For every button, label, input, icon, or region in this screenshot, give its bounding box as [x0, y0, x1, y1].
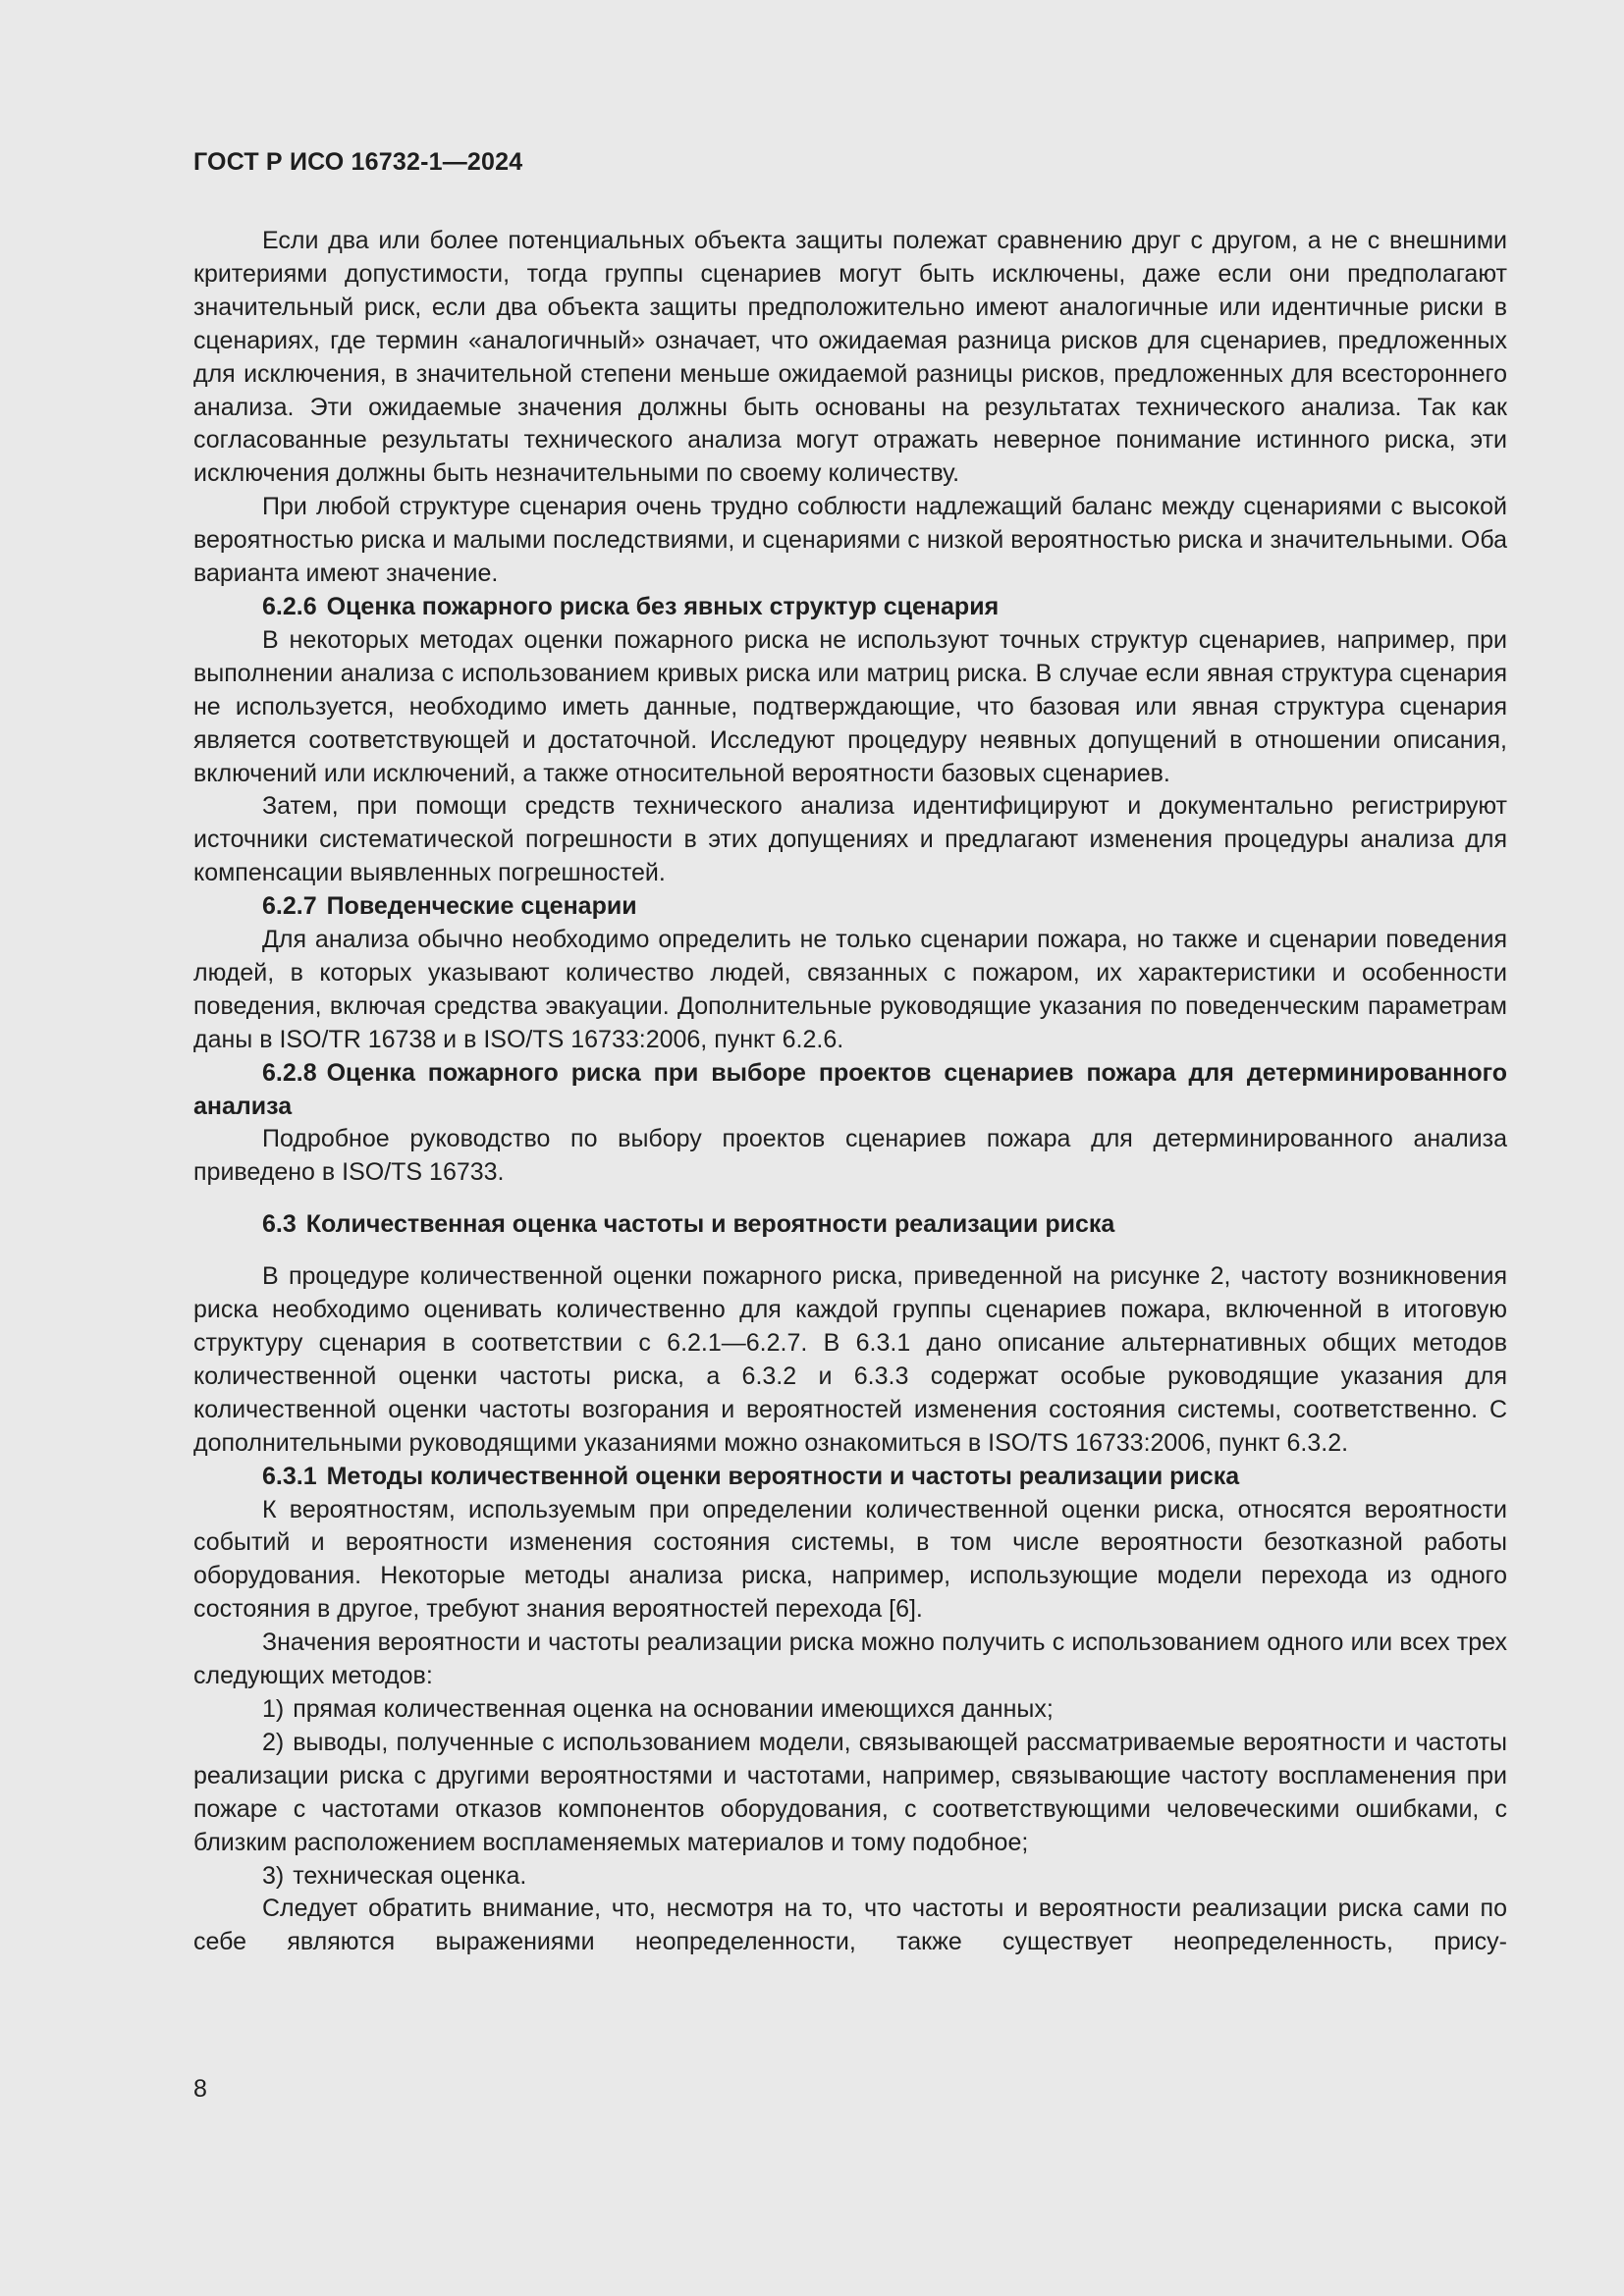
paragraph: В некоторых методах оценки пожарного риска не используют точных структур сценариев, например, при выполнении анализа с использованием кривых риска или матриц риска. В случае если явная структура сценария не используется, необходимо иметь данные, подтверждающие, что базовая или явная структура сценария является соответствующей и достаточной. Исследуют процедуру неявных допущений в отношении описания, включений или исключений, а также относительной вероятности базовых сценариев. — [193, 625, 1507, 787]
section-number: 6.3 — [262, 1210, 297, 1239]
section-heading-6-2-7 — [193, 890, 1507, 924]
section-heading-6-3 — [193, 1208, 1507, 1242]
paragraph: Следует обратить внимание, что, несмотря на то, что частоты и вероятности реализации риска сами по себе являются выражениями неопределенности, также существует неопределенность, прису- — [193, 1895, 1507, 1956]
paragraph: В процедуре количественной оценки пожарного риска, приведенной на рисунке 2, частоту возникновения риска необходимо оценивать количественно для каждой группы сценариев пожара, включенной в итоговую структуру сценария в соответствии с 6.2.1—6.2.7. В 6.3.1 дано описание альтернативных общих методов количественной оценки частоты риска, а 6.3.2 и 6.3.3 содержат особые руководящие указания для количественной оценки частоты возгорания и вероятностей изменения состояния системы, соответственно. С дополнительными руководящими указаниями можно ознакомиться в ISO/TS 16733:2006, пункт 6.3.2. — [193, 1262, 1507, 1457]
paragraph: При любой структуре сценария очень трудно соблюсти надлежащий баланс между сценариями с высокой вероятностью риска и малыми последствиями, и сценариями с низкой вероятностью риска и значительными. Оба варианта имеют значение. — [193, 493, 1507, 588]
paragraph: Для анализа обычно необходимо определить не только сценарии пожара, но также и сценарии поведения людей, в которых указывают количество людей, связанных с пожаром, их характеристики и особенности поведения, включая средства эвакуации. Дополнительные руководящие указания по поведенческим параметрам даны в ISO/TR 16738 и в ISO/TS 16733:2006, пункт 6.2.6. — [193, 926, 1507, 1053]
section-title: Количественная оценка частоты и вероятности реализации риска — [305, 1210, 1115, 1239]
document-header-title: ГОСТ Р ИСО 16732-1—2024 — [193, 148, 523, 176]
section-number: 6.2.7 — [262, 892, 317, 921]
list-item-text: техническая оценка. — [293, 1861, 527, 1890]
document-body — [193, 225, 1507, 1959]
paragraph: К вероятностям, используемым при определении количественной оценки риска, относятся вероятности событий и вероятности изменения состояния системы, в том числе вероятности безотказной работы оборудования. Некоторые методы анализа риска, например, использующие модели перехода из одного состояния в другое, требуют знания вероятностей перехода [6]. — [193, 1495, 1507, 1624]
list-item-number: 1) — [262, 1694, 285, 1723]
list-item — [193, 1727, 1507, 1860]
section-title: Методы количественной оценки вероятности и частоты реализации риска — [326, 1462, 1240, 1490]
list-item-text: прямая количественная оценка на основании имеющихся данных; — [293, 1694, 1054, 1723]
paragraph: Значения вероятности и частоты реализации риска можно получить с использованием одного или всех трех следующих методов: — [193, 1629, 1507, 1690]
page-number: 8 — [193, 2075, 207, 2103]
section-heading-6-2-6 — [193, 591, 1507, 624]
list-item — [193, 1693, 1507, 1727]
list-item-number: 3) — [262, 1861, 285, 1890]
section-number: 6.2.6 — [262, 592, 317, 620]
paragraph: Затем, при помощи средств технического анализа идентифицируют и документально регистрируют источники систематической погрешности в этих допущениях и предлагают изменения процедуры анализа для компенсации выявленных погрешностей. — [193, 792, 1507, 887]
paragraph: Подробное руководство по выбору проектов сценариев пожара для детерминированного анализа приведено в ISO/TS 16733. — [193, 1125, 1507, 1187]
list-item — [193, 1860, 1507, 1894]
section-heading-6-3-1 — [193, 1461, 1507, 1494]
list-item-number: 2) — [262, 1728, 285, 1756]
section-heading-6-2-8 — [193, 1057, 1507, 1124]
section-number: 6.2.8 — [262, 1058, 317, 1087]
section-number: 6.3.1 — [262, 1462, 317, 1490]
list-item-text: выводы, полученные с использованием модели, связывающей рассматриваемые вероятности и частоты реализации риска с другими вероятностями и частотами, например, связывающие частоту воспламенения при пожаре с частотами отказов компонентов оборудования, с соответствующими человеческими ошибками, с близким расположением воспламеняемых материалов и тому подобное; — [193, 1728, 1507, 1856]
section-title: Поведенческие сценарии — [326, 892, 637, 921]
paragraph: Если два или более потенциальных объекта защиты полежат сравнению друг с другом, а не с внешними критериями допустимости, тогда группы сценариев могут быть исключены, даже если они предполагают значительный риск, если два объекта защиты предположительно имеют аналогичные или идентичные риски в сценариях, где термин «аналогичный» означает, что ожидаемая разница рисков для сценариев, предложенных для исключения, в значительной степени меньше ожидаемой разницы рисков, предложенных для всестороннего анализа. Эти ожидаемые значения должны быть основаны на результатах технического анализа. Так как согласованные результаты технического анализа могут отражать неверное понимание истинного риска, эти исключения должны быть незначительными по своему количеству. — [193, 227, 1507, 488]
section-title: Оценка пожарного риска при выборе проектов сценариев пожара для детерминированного анализа — [193, 1058, 1507, 1120]
section-title: Оценка пожарного риска без явных структур сценария — [326, 592, 1000, 620]
